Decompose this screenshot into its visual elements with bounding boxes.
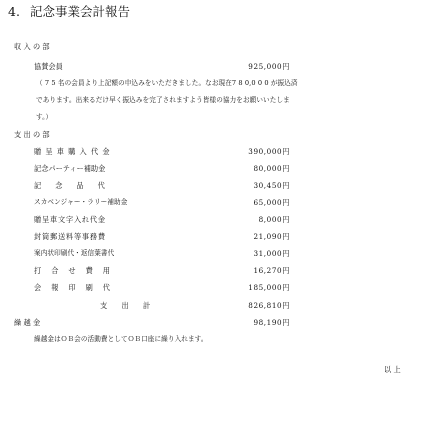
expense-item-label: 記念パーティー補助金 — [34, 164, 106, 173]
income-note-line-3: す。） — [36, 113, 53, 121]
expense-item-amount: 80,000円 — [253, 164, 290, 173]
expense-item-amount: 8,000円 — [258, 215, 290, 224]
income-item-amount: 925,000円 — [248, 62, 290, 71]
expense-item-label: 封筒郵送料等事務費 — [34, 232, 106, 241]
expense-item-label: 案内状印刷代・返信葉書代 — [34, 249, 115, 257]
income-note-line-2: であります。出来るだけ早く振込みを完了されますよう皆様の協力をお願いいたしま — [36, 96, 290, 104]
income-note-line-1: （ 7 5 名の会員より上記額の申込みをいただきました。なお現在7 8 0,0 0 0 が振込済 — [36, 79, 298, 87]
closing-mark: 以 上 — [384, 365, 401, 374]
expense-item-amount: 185,000円 — [248, 283, 290, 292]
expense-item-amount: 16,270円 — [253, 266, 290, 275]
expense-section-label: 支 出 の 部 — [14, 130, 50, 139]
expense-item-label: 打合せ費用 — [34, 266, 120, 275]
expense-item-label: 贈呈車購入代金 — [34, 147, 114, 156]
expense-item-amount: 30,450円 — [253, 181, 290, 190]
expense-total-label: 支 出 計 — [100, 301, 157, 310]
report-heading — [8, 2, 130, 20]
expense-item-label: 贈呈車文字入れ代金 — [34, 215, 106, 224]
carryover-note: 繰越金はＯＢ会の活動費としてＯＢ口座に繰り入れます。 — [34, 335, 208, 343]
income-section-label: 収 入 の 部 — [14, 42, 50, 51]
carryover-label: 繰 越 金 — [14, 318, 41, 327]
expense-item-amount: 31,000円 — [253, 249, 290, 258]
expense-item-label: スカベンジャー・ラリー補助金 — [34, 198, 128, 206]
heading-number: 4. — [8, 4, 20, 19]
expense-item-label: 記念品代 — [34, 181, 119, 190]
expense-item-amount: 21,090円 — [253, 232, 290, 241]
expense-item-amount: 390,000円 — [248, 147, 290, 156]
expense-total-amount: 826,810円 — [248, 301, 290, 310]
expense-item-amount: 65,000円 — [253, 198, 290, 207]
income-item-label: 協賛会員 — [34, 62, 63, 71]
carryover-amount: 98,190円 — [253, 318, 290, 327]
expense-item-label: 会報印刷代 — [34, 283, 120, 292]
heading-title: 記念事業会計報告 — [29, 4, 130, 19]
